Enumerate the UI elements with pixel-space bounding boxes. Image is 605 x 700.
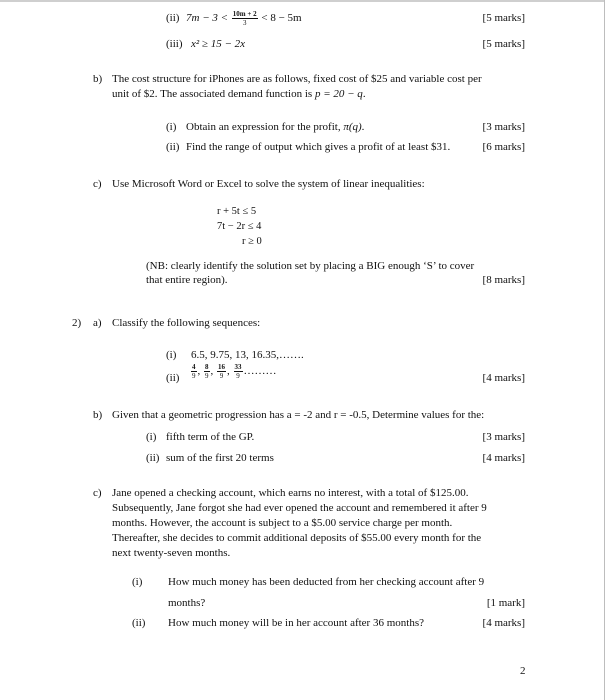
q2a-ii-fraction-2	[204, 363, 210, 380]
q1a-ii-label: (ii)	[166, 12, 180, 24]
q2a-ii-den-2: 9	[205, 371, 209, 380]
q2a-ii-sequence: $\frac{4}{9}$ , $\frac{8}{9}$ , $\frac{16}{9}$ , $\frac{33}{9}$ ………	[192, 362, 277, 380]
q2a-ii-marks: [4 marks]	[482, 372, 525, 384]
q2a-ii-num-3: 16	[218, 362, 225, 371]
q1b-line1: The cost structure for iPhones are as follows, fixed cost of $25 and variable cost per	[112, 73, 482, 85]
q1c-note-line1: (NB: clearly identify the solution set by placing a BIG enough ‘S’ to cover	[146, 260, 475, 272]
q1b-i-text	[186, 121, 364, 134]
q1c-label: c)	[93, 178, 102, 190]
q1c-note-line2: that entire region).	[146, 274, 228, 286]
q2c-line3: months. However, the account is subject to a $5.00 service charge per month.	[112, 517, 453, 529]
q1b-line2	[112, 88, 366, 101]
q1b-demand-function: p = 20 − q	[314, 88, 363, 100]
q2a-ii-den-1: 9	[192, 371, 196, 380]
q1b-i-question: Obtain an expression for the profit,	[186, 121, 341, 133]
q1c-inequality-2: 7t − 2r ≤ 4	[217, 221, 262, 232]
q1a-iii-expression: x² ≥ 15 − 2x	[191, 38, 246, 50]
q1a-ii-marks: [5 marks]	[482, 12, 525, 24]
q1a-iii-label: (iii)	[166, 38, 183, 50]
q2a-ii-num-4: 33	[234, 362, 242, 371]
q2c-label: c)	[93, 487, 102, 499]
q1b-i-profit-symbol: π(q)	[343, 121, 362, 133]
q2b-i-marks: [3 marks]	[482, 431, 525, 443]
q2c-i-label: (i)	[132, 576, 143, 588]
q2b-text: Given that a geometric progression has a = -2 and r = -0.5, Determine values for the:	[112, 409, 485, 421]
q2b-ii-marks: [4 marks]	[482, 452, 525, 464]
q2b-i-label: (i)	[146, 431, 157, 443]
q2c-ii-marks: [4 marks]	[482, 617, 525, 629]
q2a-i-label: (i)	[166, 349, 177, 361]
q1c-text: Use Microsoft Word or Excel to solve the system of linear inequalities:	[112, 178, 425, 190]
q1a-ii-fraction	[232, 10, 258, 27]
q1b-label: b)	[93, 73, 103, 85]
q2b-ii-label: (ii)	[146, 452, 160, 464]
q1b-ii-label: (ii)	[166, 141, 180, 153]
q2c-line4: Thereafter, she decides to commit additional deposits of $55.00 every month for the	[112, 532, 482, 544]
q1b-i-label: (i)	[166, 121, 177, 133]
q1c-inequality-3: r ≥ 0	[242, 236, 262, 247]
q1b-ii-marks: [6 marks]	[482, 141, 525, 153]
q2a-ii-den-3: 9	[219, 371, 224, 380]
page-top-edge	[0, 0, 605, 2]
q2a-i-sequence: 6.5, 9.75, 13, 16.35,…….	[191, 349, 304, 361]
q2b-i-text: fifth term of the GP.	[166, 431, 255, 443]
q1b-line2-text: unit of $2. The associated demand function is	[112, 88, 313, 100]
q2a-ii-fraction-1	[191, 363, 197, 380]
q1b-ii-text: Find the range of output which gives a profit of at least $31.	[186, 141, 451, 153]
q1b-i-end: .	[361, 121, 365, 133]
q2a-text: Classify the following sequences:	[112, 317, 261, 329]
q2a-ii-fraction-3	[217, 363, 226, 380]
q2c-ii-text: How much money will be in her account after 36 months?	[168, 617, 424, 629]
q1b-i-marks: [3 marks]	[482, 121, 525, 133]
q1a-ii-rhs: < 8 − 5m	[261, 12, 302, 24]
q1c-marks: [8 marks]	[482, 274, 525, 286]
q2c-ii-label: (ii)	[132, 617, 146, 629]
q2c-i-text-line2: months?	[168, 597, 206, 609]
q2a-label: a)	[93, 317, 102, 329]
q2c-i-text-line1: How much money has been deducted from her checking account after 9	[168, 576, 485, 588]
q1c-inequality-1: r + 5t ≤ 5	[217, 206, 257, 217]
q2b-ii-text: sum of the first 20 terms	[166, 452, 274, 464]
q1b-line2-end: .	[362, 88, 366, 100]
q2c-line5: next twenty-seven months.	[112, 547, 231, 559]
q2c-line2: Subsequently, Jane forgot she had ever opened the account and remembered it after 9	[112, 502, 487, 514]
q2a-ii-num-2: 8	[205, 362, 209, 371]
q2a-ii-label: (ii)	[166, 372, 180, 384]
q2-label: 2)	[72, 317, 82, 329]
page-number: 2	[520, 665, 526, 677]
q2a-ii-num-1: 4	[192, 362, 196, 371]
q2c-line1: Jane opened a checking account, which earns no interest, with a total of $125.00.	[112, 487, 469, 499]
q2c-i-marks: [1 mark]	[486, 597, 525, 609]
q2a-ii-den-4: 9	[236, 371, 240, 380]
q1a-ii-denominator: 3	[242, 18, 247, 27]
q1a-ii-lhs: 7m − 3 <	[186, 12, 229, 24]
q1a-ii-numerator: 10m + 2	[232, 9, 257, 18]
q2a-ii-tail: ………	[243, 365, 277, 377]
q1a-ii-inequality	[186, 7, 302, 29]
q2b-label: b)	[93, 409, 103, 421]
q2a-ii-fraction-4	[234, 363, 243, 380]
q1a-iii-marks: [5 marks]	[482, 38, 525, 50]
